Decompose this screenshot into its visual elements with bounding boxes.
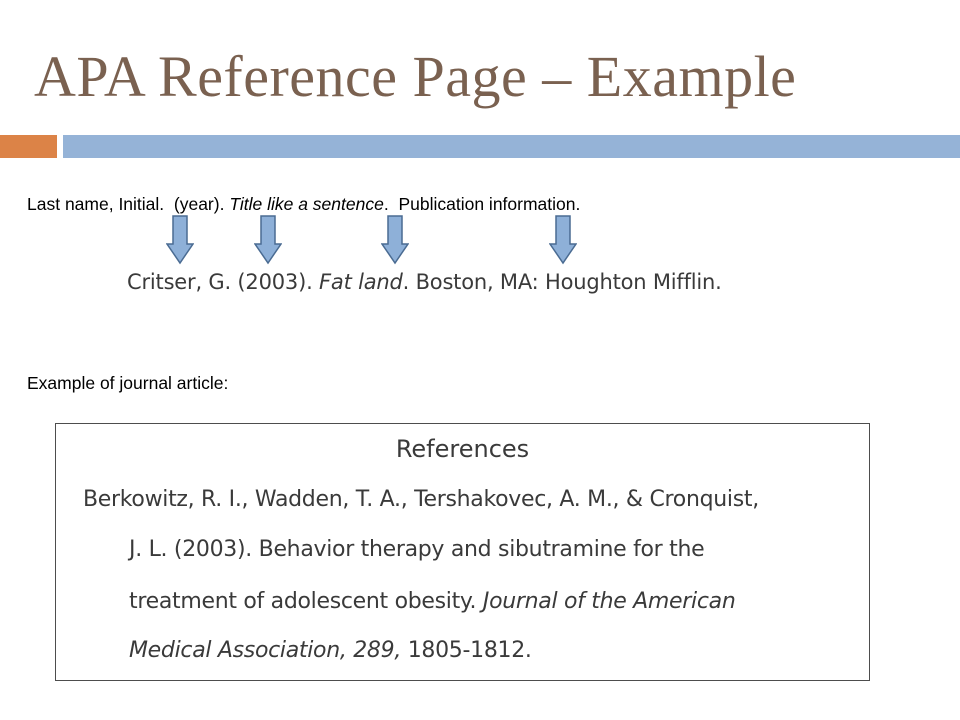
template-publication: Publication information. [398,194,581,214]
accent-bar-orange [0,135,57,158]
template-author: Last name, Initial. [27,194,165,214]
journal-reference-box [55,423,870,681]
template-year: (year). [173,194,225,214]
journal-name-part-1: Journal of the American [482,589,736,614]
page-range: 1805-1812. [401,638,532,663]
book-author-year: Critser, G. (2003). [127,270,313,294]
reference-line-3 [129,587,735,617]
down-arrow-icon [381,215,409,265]
references-heading: References [395,435,530,463]
slide-title: APA Reference Page – Example [34,44,797,109]
down-arrow-icon [254,215,282,265]
book-title: Fat land [319,270,403,294]
reference-line-2: J. L. (2003). Behavior therapy and sibutramine for the [129,537,705,562]
down-arrow-icon [549,215,577,265]
template-title-period: . [383,194,389,214]
reference-line-3-text: treatment of adolescent obesity. [129,589,483,614]
journal-name-part-2: Medical Association, 289, [129,638,402,663]
journal-caption: Example of journal article: [27,373,229,393]
reference-line-1: Berkowitz, R. I., Wadden, T. A., Tershakovec, A. M., & Cronquist, [83,487,759,512]
accent-bar-blue [63,135,960,158]
reference-template [27,193,580,215]
book-publication: . Boston, MA: Houghton Mifflin. [402,270,722,294]
book-citation-example [127,267,722,297]
down-arrow-icon [166,215,194,265]
template-title: Title like a sentence [229,194,384,214]
reference-line-4 [129,636,532,666]
